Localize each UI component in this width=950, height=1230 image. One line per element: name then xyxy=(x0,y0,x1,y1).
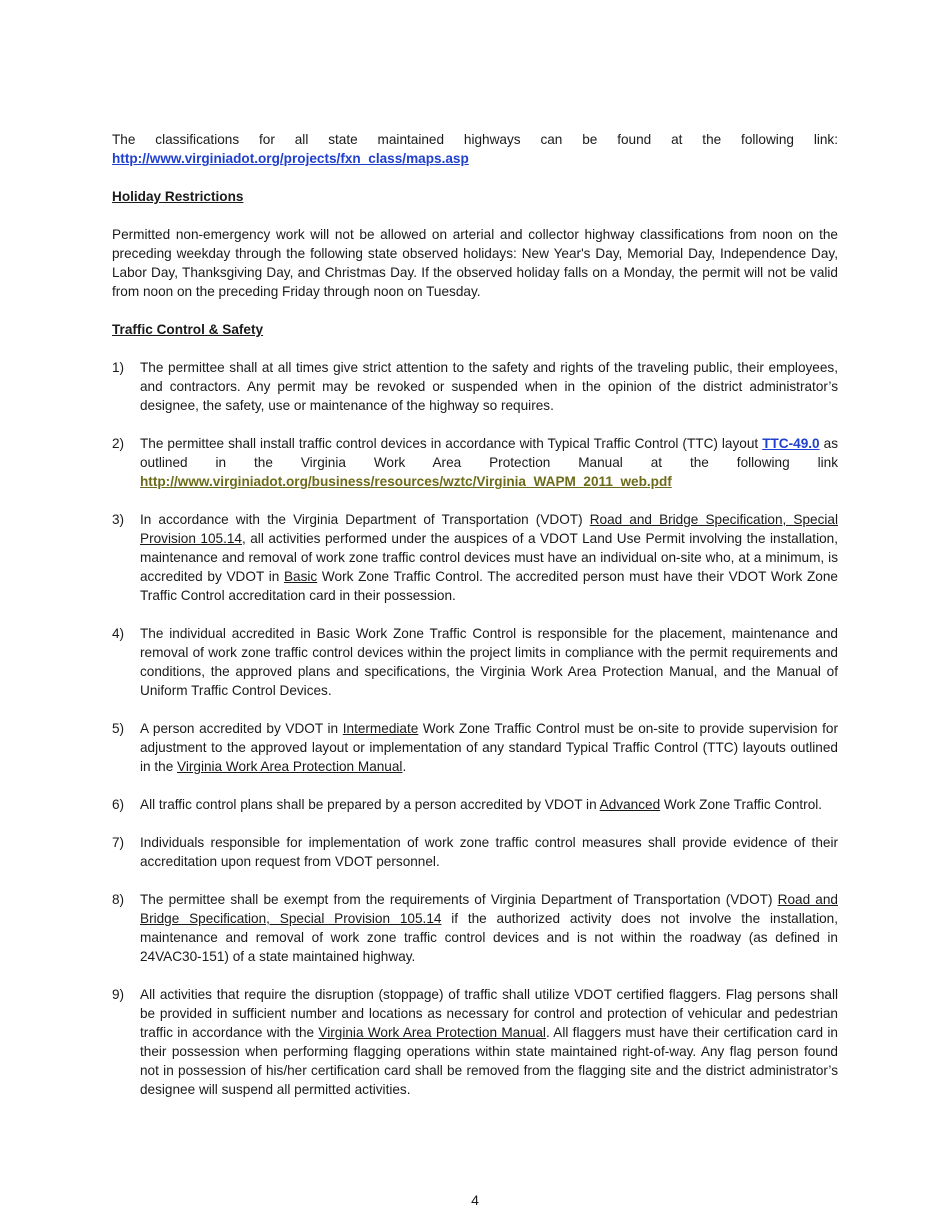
item-number: 1) xyxy=(112,360,125,375)
item-number: 5) xyxy=(112,721,125,736)
item-number: 9) xyxy=(112,987,125,1002)
list-item xyxy=(112,890,838,966)
item-number: 4) xyxy=(112,626,125,641)
list-item xyxy=(112,795,838,814)
list-item xyxy=(112,624,838,700)
underlined-spec: Road and Bridge Specification, Special Provision 105.14 xyxy=(140,892,838,926)
item-text: The permittee shall at all times give strict attention to the safety and rights of the traveling public, their employees, and contractors. Any permit may be revoked or suspended when in the opinion of the district administrator’s designee, the safety, use or maintenance of the highway so requires. xyxy=(140,360,838,413)
item-text: In accordance with the Virginia Department of Transportation (VDOT) xyxy=(140,512,590,527)
intro-link-line xyxy=(112,149,838,168)
item-text: , all activities performed under the auspices of a VDOT Land Use Permit involving the installation, maintenance and removal of work zone traffic control devices must have an individual on-site who, at a minimum, is accredited by VDOT in xyxy=(140,531,839,584)
item-text: Work Zone Traffic Control. xyxy=(660,797,823,812)
underlined-wapm: Virginia Work Area Protection Manual xyxy=(318,1025,546,1040)
item-text: . All flaggers must have their certification card in their possession when performing flagging operations within state maintained right-of-way. Any flag person found not in possession of his/her certification card shall be removed from the flagging site and the district administrator’s designee will suspend all permitted activities. xyxy=(140,1025,838,1097)
item-text: as outlined in the Virginia Work Area Protection Manual at the following link xyxy=(140,436,838,470)
item-number: 8) xyxy=(112,892,125,907)
item-text: The permittee shall be exempt from the requirements of Virginia Department of Transportation (VDOT) xyxy=(140,892,778,907)
intro-paragraph xyxy=(112,130,838,149)
item-text: All traffic control plans shall be prepared by a person accredited by VDOT in xyxy=(140,797,600,812)
item-number: 6) xyxy=(112,797,125,812)
traffic-rules-list xyxy=(112,358,838,1099)
list-item xyxy=(112,358,838,415)
item-text: Individuals responsible for implementation of work zone traffic control measures shall provide evidence of their accreditation upon request from VDOT personnel. xyxy=(140,835,838,869)
document-page xyxy=(112,130,838,1118)
wapm-pdf-link[interactable]: http://www.virginiadot.org/business/resources/wztc/Virginia_WAPM_2011_web.pdf xyxy=(140,474,672,489)
item-text: Work Zone Traffic Control must be on-site to provide supervision for adjustment to the approved layout or implementation of any standard Typical Traffic Control (TTC) layouts outlined in the xyxy=(140,721,838,774)
item-text: . xyxy=(402,759,407,774)
item-text: The permittee shall install traffic control devices in accordance with Typical Traffic Control (TTC) layout xyxy=(140,436,763,451)
list-item xyxy=(112,434,838,491)
underlined-intermediate: Intermediate xyxy=(342,721,419,736)
list-item xyxy=(112,985,838,1099)
item-text: The individual accredited in Basic Work Zone Traffic Control is responsible for the placement, maintenance and removal of work zone traffic control devices within the project limits in compliance with the permit requirements and conditions, the approved plans and specifications, the Virginia Work Area Protection Manual, and the Manual of Uniform Traffic Control Devices. xyxy=(140,626,838,698)
underlined-advanced: Advanced xyxy=(599,797,661,812)
ttc-49-link[interactable]: TTC-49.0 xyxy=(762,436,820,451)
holiday-paragraph: Permitted non-emergency work will not be allowed on arterial and collector highway classifications from noon on the preceding weekday through the following state observed holidays: New Year's Day, Memorial Day, Independence Day, Labor Day, Thanksgiving Day, and Christmas Day. If the observed holiday falls on a Monday, the permit will not be valid from noon on the preceding Friday through noon on Tuesday. xyxy=(112,227,838,299)
item-text: All activities that require the disruption (stoppage) of traffic shall utilize VDOT certified flaggers. Flag persons shall be provided in sufficient number and locations as necessary for control and protection of vehicular and pedestrian traffic in accordance with the xyxy=(140,987,838,1040)
item-number: 7) xyxy=(112,835,125,850)
item-number: 2) xyxy=(112,436,125,451)
list-item xyxy=(112,719,838,776)
intro-text: The classifications for all state maintained highways can be found at the following link: xyxy=(112,132,838,147)
classifications-link[interactable]: http://www.virginiadot.org/projects/fxn_class/maps.asp xyxy=(112,151,469,166)
page-number: 4 xyxy=(471,1192,479,1208)
item-number: 3) xyxy=(112,512,125,527)
item-text: Work Zone Traffic Control. The accredited person must have their VDOT Work Zone Traffic Control accreditation card in their possession. xyxy=(140,569,838,603)
item-text: if the authorized activity does not involve the installation, maintenance and removal of work zone traffic control devices and is not within the roadway (as defined in 24VAC30-151) of a state maintained highway. xyxy=(140,911,838,964)
traffic-heading: Traffic Control & Safety xyxy=(112,322,264,337)
underlined-wapm: Virginia Work Area Protection Manual xyxy=(177,759,403,774)
underlined-basic: Basic xyxy=(283,569,318,584)
item-text: A person accredited by VDOT in xyxy=(140,721,343,736)
holiday-heading: Holiday Restrictions xyxy=(112,189,244,204)
underlined-spec: Road and Bridge Specification, Special Provision 105.14 xyxy=(140,512,838,546)
list-item xyxy=(112,510,838,605)
list-item xyxy=(112,833,838,871)
